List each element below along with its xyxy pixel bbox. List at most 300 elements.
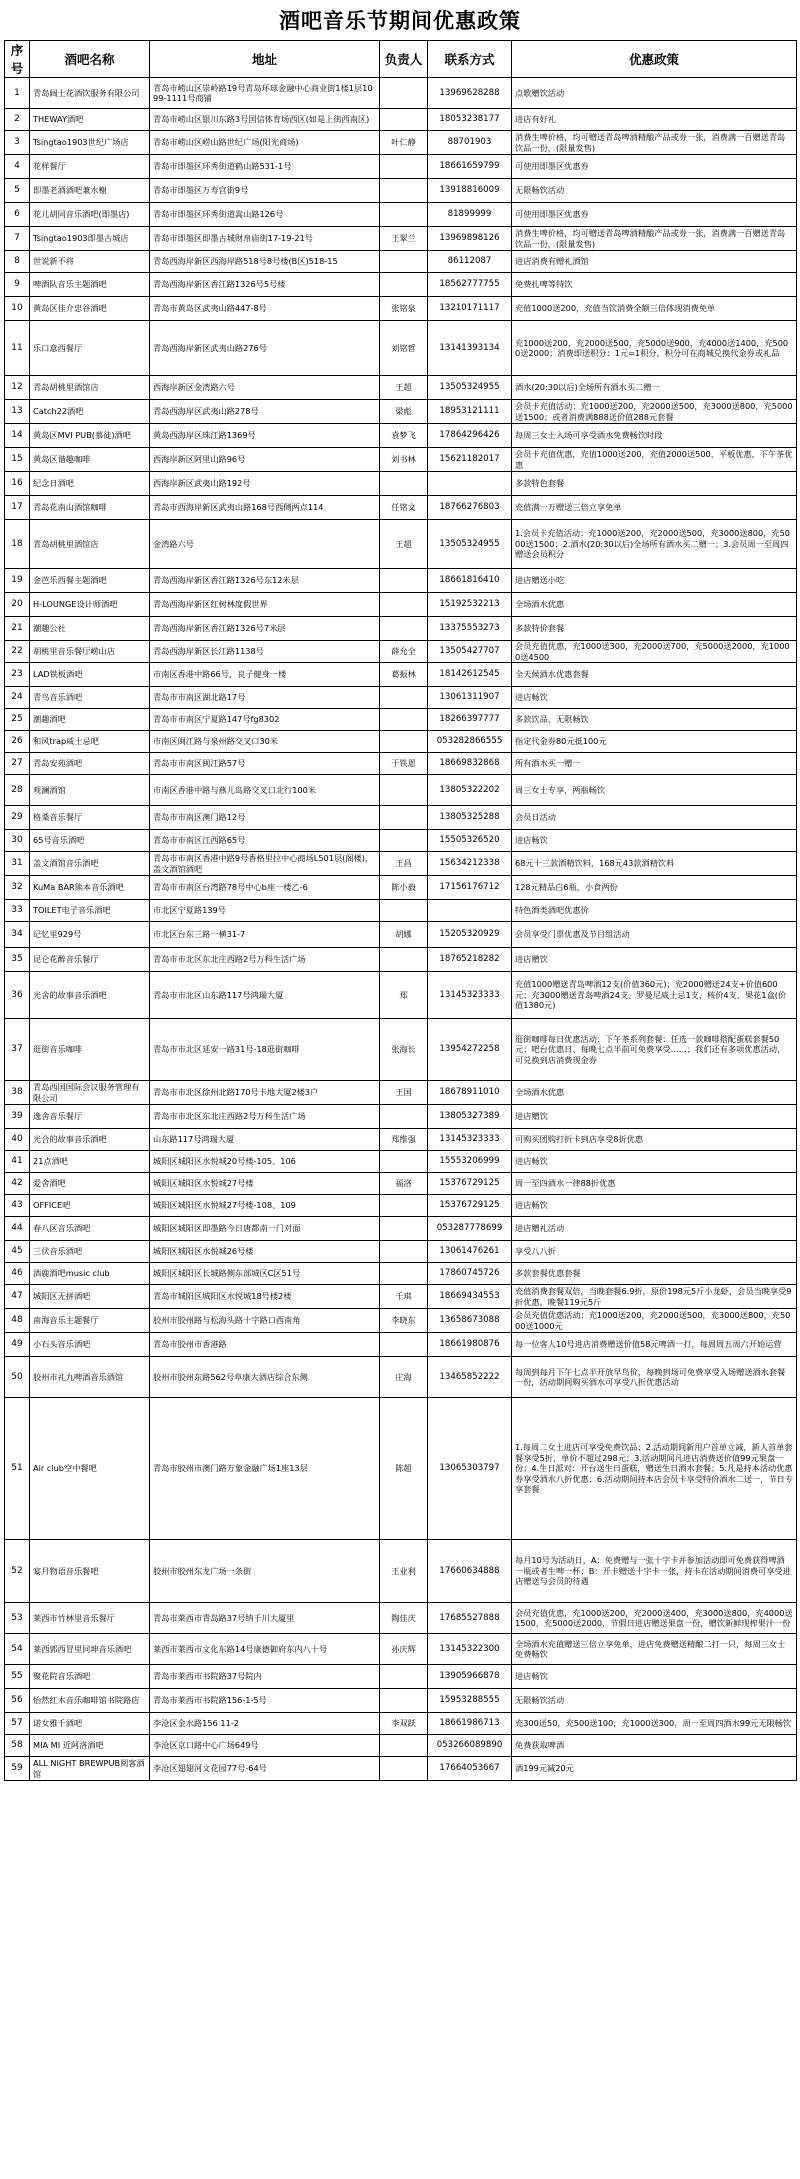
phone-cell: 15192532213 [428,593,512,617]
address-cell: 城阳区城阳区即墨路今日唐都南一门对面 [150,1217,380,1241]
column-header: 优惠政策 [512,41,797,78]
policy-cell: 消费生啤价格，均可赠送青岛啤酒精酿产品或券一张，消费满一百赠送青岛饮品一份，(限量发售) [512,131,797,155]
table-row [5,709,797,731]
bar-name-cell: 黄岛区MVI PUB(慕徒)酒吧 [30,424,150,448]
policy-cell: 充1000送200，充2000送500，充5000送900，充4000送1400，充5000送2000；消费即送积分：1元=1积分，积分可在商城兑换代金券或礼品 [512,321,797,376]
manager-cell [380,273,428,297]
table-row [5,448,797,472]
address-cell: 市北区宁夏路139号 [150,900,380,922]
row-number-cell: 45 [5,1241,30,1263]
bar-name-cell: 怡然红木音乐咖啡馆书院路店 [30,1689,150,1713]
table-row [5,496,797,520]
row-number-cell: 32 [5,876,30,900]
table-row [5,1081,797,1105]
row-number-cell: 21 [5,617,30,641]
policy-cell: 每月10号为活动日，A：免费赠与一张十字卡并参加活动即可免费获得啤酒一瓶或者生啤一杯；B：开卡赠送十字卡一张，持卡在活动期间消费可享受进店赠送与会员的待遇 [512,1540,797,1603]
row-number-cell: 16 [5,472,30,496]
manager-cell: 王超 [380,520,428,569]
table-row [5,1540,797,1603]
address-cell: 青岛西海岸新区西海岸路518号8号楼(B区)518-15 [150,251,380,273]
row-number-cell: 13 [5,400,30,424]
address-cell: 青岛市即墨区即墨古城财帛庙街17-19-21号 [150,227,380,251]
phone-cell: 18661986713 [428,1713,512,1735]
row-number-cell: 40 [5,1129,30,1151]
manager-cell [380,806,428,830]
table-row [5,852,797,876]
manager-cell: 陈小毅 [380,876,428,900]
policy-cell: 免费扎啤等特饮 [512,273,797,297]
policy-cell: 会员日活动 [512,806,797,830]
phone-cell: 053282866555 [428,731,512,753]
address-cell: 青岛西海岸新区武夷山路276号 [150,321,380,376]
phone-cell: 15376729125 [428,1195,512,1217]
manager-cell: 叶仁静 [380,131,428,155]
table-row [5,922,797,948]
row-number-cell: 54 [5,1634,30,1665]
phone-cell: 18661980876 [428,1333,512,1357]
table-row [5,203,797,227]
manager-cell [380,1151,428,1173]
table-row [5,1689,797,1713]
bar-name-cell: 花样餐厅 [30,155,150,179]
address-cell: 城阳区城阳区水悦城27号楼 [150,1173,380,1195]
table-row [5,424,797,448]
phone-cell: 13375553273 [428,617,512,641]
bar-name-cell: Air club空中餐吧 [30,1398,150,1540]
policy-cell: 进店畅饮 [512,1665,797,1689]
phone-cell: 13969898126 [428,227,512,251]
policy-cell: 进店畅饮 [512,830,797,852]
manager-cell [380,472,428,496]
address-cell: 青岛西海岸区武夷山路278号 [150,400,380,424]
policy-cell: 免费获取啤酒 [512,1735,797,1757]
policy-cell: 会员卡充值活动：充1000送200，充2000送500，充3000送800，充5000送1500；或者消费满888送价值288元套餐 [512,400,797,424]
phone-cell: 18661659799 [428,155,512,179]
row-number-cell: 34 [5,922,30,948]
phone-cell: 18953121111 [428,400,512,424]
manager-cell: 李双跃 [380,1713,428,1735]
bar-name-cell: Tsingtao1903即墨古城店 [30,227,150,251]
policy-cell: 酒199元减20元 [512,1757,797,1781]
bar-name-cell: 观澜酒馆 [30,775,150,806]
table-row [5,520,797,569]
manager-cell [380,1241,428,1263]
address-cell: 市南区闽江路与泉州路交叉口30米 [150,731,380,753]
row-number-cell: 43 [5,1195,30,1217]
phone-cell: 18053238177 [428,109,512,131]
bar-name-cell: 乐口意西餐厅 [30,321,150,376]
address-cell: 青岛市市南区香港中路9号香格里拉中心商场L501层(阁楼)，盖文酒馆酒吧 [150,852,380,876]
bar-name-cell: OFFICE吧 [30,1195,150,1217]
table-row [5,1217,797,1241]
page-title: 酒吧音乐节期间优惠政策 [279,8,521,33]
address-cell: 胶州市胶州路与松海头路十字路口西南角 [150,1309,380,1333]
manager-cell [380,1689,428,1713]
row-number-cell: 23 [5,663,30,687]
address-cell: 城阳区城阳区水悦城27号楼-108、109 [150,1195,380,1217]
manager-cell [380,1105,428,1129]
table-row [5,830,797,852]
phone-cell: 18669832868 [428,753,512,775]
manager-cell [380,109,428,131]
bar-name-cell: 聚花院音乐酒吧 [30,1665,150,1689]
policy-cell: 全场酒水优惠 [512,593,797,617]
address-cell: 青岛市市北区东北庄西路2号万科生活广场 [150,948,380,972]
row-number-cell: 6 [5,203,30,227]
address-cell: 青岛市即墨区环秀街道嵩山路126号 [150,203,380,227]
address-cell: 青岛市黄岛区武夷山路447-8号 [150,297,380,321]
phone-cell: 15553206999 [428,1151,512,1173]
address-cell: 青岛市市南区江西路65号 [150,830,380,852]
phone-cell: 13658673088 [428,1309,512,1333]
row-number-cell: 20 [5,593,30,617]
row-number-cell: 35 [5,948,30,972]
address-cell: 李沧区京口路中心广场649号 [150,1735,380,1757]
column-header: 地址 [150,41,380,78]
address-cell: 城阳区城阳区水悦城26号楼 [150,1241,380,1263]
table-row [5,900,797,922]
policy-cell: 全天候酒水优惠套餐 [512,663,797,687]
bar-name-cell: H-LOUNGE设计师酒吧 [30,593,150,617]
bar-name-cell: 21点酒吧 [30,1151,150,1173]
bar-name-cell: 潮趣酒吧 [30,709,150,731]
bar-name-cell: 逛街音乐咖啡 [30,1019,150,1081]
bar-name-cell: 胶州市礼九啤酒音乐酒馆 [30,1357,150,1398]
row-number-cell: 15 [5,448,30,472]
phone-cell: 18765218282 [428,948,512,972]
manager-cell: 胡娜 [380,922,428,948]
bar-name-cell: 啤酒队音乐主题酒吧 [30,273,150,297]
phone-cell: 13918816009 [428,179,512,203]
address-cell: 青岛市即墨区环秀街道鹤山路531-1号 [150,155,380,179]
phone-cell: 86112087 [428,251,512,273]
phone-cell: 13061476261 [428,1241,512,1263]
policy-cell: 周一至四酒水一律88折优惠 [512,1173,797,1195]
manager-cell [380,709,428,731]
policy-cell: 全场酒水优惠 [512,1081,797,1105]
row-number-cell: 3 [5,131,30,155]
phone-cell: 13210171117 [428,297,512,321]
row-number-cell: 8 [5,251,30,273]
manager-cell: 薛允全 [380,641,428,663]
address-cell: 城阳区城阳区水悦城20号楼-105、106 [150,1151,380,1173]
address-cell: 青岛市莱西市青岛路37号纳千川大厦里 [150,1603,380,1634]
phone-cell: 13969628288 [428,78,512,109]
bar-name-cell: 格桑音乐餐厅 [30,806,150,830]
phone-cell: 13805325288 [428,806,512,830]
manager-cell: 孙庆辉 [380,1634,428,1665]
row-number-cell: 25 [5,709,30,731]
policy-cell: 充值消费套餐双倍，当晚套餐6.9折，原价198元5斤小龙虾，会员当晚享受9折优惠，晚餐119元5斤 [512,1285,797,1309]
table-row [5,617,797,641]
policy-cell: 每周到每月下午七点半开放早鸟价，每晚到场可免费享受入场赠送酒水套餐一份，活动期间购买酒水可享受八折优惠活动 [512,1357,797,1398]
policy-cell: 可使用即墨区优惠券 [512,203,797,227]
table-row [5,1713,797,1735]
phone-cell: 15505326520 [428,830,512,852]
row-number-cell: 57 [5,1713,30,1735]
policy-cell: 逛街咖啡每日优惠活动：下午茶系列套餐：任选一款咖啡搭配蛋糕套餐50元；吧台优惠日、每晚七点半前可免费享受……；我们还有多项优惠活动，可兑换到店消费现金券 [512,1019,797,1081]
bar-name-cell: 小石头音乐酒吧 [30,1333,150,1357]
bar-name-cell: Catch22酒吧 [30,400,150,424]
table-row [5,1634,797,1665]
row-number-cell: 27 [5,753,30,775]
row-number-cell: 5 [5,179,30,203]
phone-cell: 18678911010 [428,1081,512,1105]
policy-cell: 多款特色套餐 [512,472,797,496]
table-row [5,1019,797,1081]
policy-cell: 充值满一万赠送三倍立享免单 [512,496,797,520]
bar-name-cell: 莱西市竹林里音乐餐厅 [30,1603,150,1634]
manager-cell: 庄海 [380,1357,428,1398]
policy-cell: 1.每周二女士进店可享受免费饮品；2.活动期间新用户首单立减，新人首单套餐享受5折，单价不超过298元；3.活动期间凡进店消费送价值99元果盘一份；4.生日派对：开台送生日蛋糕，赠送生日酒水套餐；5.凡是持本活动优惠券享受酒水八折优惠；6.活动期间持本店会员卡享受特价酒水二送一，节日专享套餐 [512,1398,797,1540]
row-number-cell: 11 [5,321,30,376]
manager-cell [380,948,428,972]
policy-cell: 进店赠送小吃 [512,569,797,593]
table-row [5,1357,797,1398]
table-row [5,78,797,109]
row-number-cell: 58 [5,1735,30,1757]
policy-cell: 进店赠饮 [512,948,797,972]
bar-name-cell: 黄岛区谐趣咖啡 [30,448,150,472]
manager-cell: 福洛 [380,1173,428,1195]
bar-name-cell: 青岛西国国际会议服务管理有限公司 [30,1081,150,1105]
table-row [5,775,797,806]
policy-cell: 点歌赠饮活动 [512,78,797,109]
bar-name-cell: 青岛胡桃里酒馆店 [30,520,150,569]
row-number-cell: 33 [5,900,30,922]
phone-cell: 13905966878 [428,1665,512,1689]
address-cell: 青岛西海岸新区香江路1326号东12米层 [150,569,380,593]
row-number-cell: 50 [5,1357,30,1398]
bar-name-cell: 三伏音乐酒吧 [30,1241,150,1263]
address-cell: 城阳区城阳区长城路侧东部城区C区51号 [150,1263,380,1285]
row-number-cell: 9 [5,273,30,297]
row-number-cell: 22 [5,641,30,663]
policy-cell: 进店畅饮 [512,1151,797,1173]
bar-name-cell: 南海音乐主题餐厅 [30,1309,150,1333]
row-number-cell: 14 [5,424,30,448]
table-row [5,472,797,496]
policy-cell: 每一位客人10号进店消费赠送价值58元啤酒一打，每周周五周六开始运营 [512,1333,797,1357]
address-cell: 青岛市崂山区崇岭路19号青岛环球金融中心商业街1楼1层1099-1111号商铺 [150,78,380,109]
manager-cell [380,830,428,852]
manager-cell [380,687,428,709]
table-row [5,1309,797,1333]
table-row [5,297,797,321]
policy-cell: 会员充值优惠，充1000送200，充2000送400，充3000送800，充4000送1500，充5000送2000，节假日进店赠送果盘一份，赠饮新鲜现榨果汁一份 [512,1603,797,1634]
bar-name-cell: 金芭乐西餐主题酒吧 [30,569,150,593]
table-row [5,1105,797,1129]
manager-cell [380,900,428,922]
phone-cell: 17864296426 [428,424,512,448]
row-number-cell: 51 [5,1398,30,1540]
phone-cell: 13065303797 [428,1398,512,1540]
phone-cell: 17156176712 [428,876,512,900]
phone-cell: 18669434553 [428,1285,512,1309]
policy-cell: 全场酒水充值赠送三倍立享免单，进店免费赠送精酿二打一只，每周三女士免费畅饮 [512,1634,797,1665]
column-header: 酒吧名称 [30,41,150,78]
phone-cell [428,472,512,496]
manager-cell: 于铁恩 [380,753,428,775]
row-number-cell: 59 [5,1757,30,1781]
address-cell: 青岛西海岸新区香江路1326号7米层 [150,617,380,641]
address-cell: 李沧区翅翅河文花园77号-64号 [150,1757,380,1781]
policy-cell: 68元十三款酒精饮料，168元43款酒精饮料 [512,852,797,876]
manager-cell: 李晓东 [380,1309,428,1333]
row-number-cell: 41 [5,1151,30,1173]
manager-cell: 郑维强 [380,1129,428,1151]
policy-cell: 会员充值优惠，充1000送300，充2000送700，充5000送2000，充10000送4500 [512,641,797,663]
policy-cell: 充值1000赠送青岛啤酒12支(价值360元)；充2000赠送24支+价值600元；充3000赠送青岛啤酒24支、罗曼尼威士忌1支，核价4支、果花1盒(价值1380元) [512,972,797,1019]
phone-cell [428,900,512,922]
bar-name-cell: THEWAY酒吧 [30,109,150,131]
address-cell: 青岛西海岸新区红树林度假世界 [150,593,380,617]
address-cell: 金湾路六号 [150,520,380,569]
bar-name-cell: Tsingtao1903世纪广场店 [30,131,150,155]
policy-cell: 多款饮品、无限畅饮 [512,709,797,731]
phone-cell: 053287778699 [428,1217,512,1241]
policy-cell: 享受八八折 [512,1241,797,1263]
address-cell: 青岛市市南区宁夏路147号fg8302 [150,709,380,731]
manager-cell [380,179,428,203]
row-number-cell: 55 [5,1665,30,1689]
bar-name-cell: 城阳区无拼酒吧 [30,1285,150,1309]
table-row [5,972,797,1019]
table-row [5,1129,797,1151]
manager-cell: 王国 [380,1081,428,1105]
manager-cell [380,155,428,179]
manager-cell [380,775,428,806]
address-cell: 青岛市市北区东北庄西路2号万科生活广场 [150,1105,380,1129]
address-cell: 青岛市城阳区城阳区水悦城18号楼2楼 [150,1285,380,1309]
phone-cell: 18266397777 [428,709,512,731]
table-row [5,376,797,400]
policy-cell: 多款套餐优惠套餐 [512,1263,797,1285]
manager-cell [380,203,428,227]
address-cell: 青岛市市北区山东路117号鸿瑞大厦 [150,972,380,1019]
address-cell: 青岛市崂山区银川东路3号国信体育场西区(如是上街西南区) [150,109,380,131]
bar-name-cell: 昆仑花醉音乐餐厅 [30,948,150,972]
phone-cell: 17685527888 [428,1603,512,1634]
address-cell: 市北区台东三路一横31-7 [150,922,380,948]
row-number-cell: 10 [5,297,30,321]
table-row [5,569,797,593]
bar-name-cell: 诺女雅千酒吧 [30,1713,150,1735]
table-row [5,687,797,709]
table-row [5,1735,797,1757]
manager-cell: 陶佳庆 [380,1603,428,1634]
phone-cell: 13465852222 [428,1357,512,1398]
bar-name-cell: ALL NIGHT BREWPUB阅客酒馆 [30,1757,150,1781]
bar-name-cell: TOILET电子音乐酒吧 [30,900,150,922]
bar-name-cell: 春八区音乐酒吧 [30,1217,150,1241]
address-cell: 胶州市胶州东路562号阜康大酒店综合东侧 [150,1357,380,1398]
policy-cell: 会员享受门票优惠及节目组活动 [512,922,797,948]
bar-name-cell: KuMa BAR熊本音乐酒吧 [30,876,150,900]
manager-cell: 王业利 [380,1540,428,1603]
manager-cell: 郑 [380,972,428,1019]
address-cell: 青岛市市北区徐州北路170号卡地大厦2楼3户 [150,1081,380,1105]
policy-cell: 每周三女士入场可享受酒水免费畅饮时段 [512,424,797,448]
address-cell: 青岛市崂山区崂山路世纪广场(阳光商场) [150,131,380,155]
row-number-cell: 44 [5,1217,30,1241]
bar-name-cell: 记忆里929号 [30,922,150,948]
policy-cell: 可购买团购打折卡到店享受8折优惠 [512,1129,797,1151]
table-row [5,1173,797,1195]
policy-cell: 无限畅饮活动 [512,179,797,203]
bar-name-cell: 纪念日酒吧 [30,472,150,496]
address-cell: 黄岛西海岸区珠江路1369号 [150,424,380,448]
phone-cell: 13805322202 [428,775,512,806]
phone-cell: 15953288555 [428,1689,512,1713]
phone-cell: 15205320929 [428,922,512,948]
phone-cell: 13145322300 [428,1634,512,1665]
column-header: 负责人 [380,41,428,78]
manager-cell: 千琪 [380,1285,428,1309]
manager-cell [380,1333,428,1357]
manager-cell: 王昌 [380,852,428,876]
phone-cell: 18562777755 [428,273,512,297]
phone-cell: 17660634888 [428,1540,512,1603]
bar-name-cell: 和风trap威士忌吧 [30,731,150,753]
table-row [5,109,797,131]
address-cell: 市南区香港中路66号，良子健身一楼 [150,663,380,687]
manager-cell: 张铭泉 [380,297,428,321]
table-row [5,1241,797,1263]
row-number-cell: 26 [5,731,30,753]
phone-cell: 18661816410 [428,569,512,593]
row-number-cell: 37 [5,1019,30,1081]
phone-cell: 18766276803 [428,496,512,520]
table-row [5,227,797,251]
manager-cell: 陈超 [380,1398,428,1540]
manager-cell [380,1263,428,1285]
policy-cell: 多款特价套餐 [512,617,797,641]
column-header: 序号 [5,41,30,78]
phone-cell: 13805327389 [428,1105,512,1129]
address-cell: 青岛市莱西市书院路156-1-5号 [150,1689,380,1713]
policy-cell: 进店畅饮 [512,1195,797,1217]
address-cell: 青岛市胶州市澳门路万象金融广场1座13层 [150,1398,380,1540]
address-cell: 青岛市市北区延安一路31号-18逛街咖啡 [150,1019,380,1081]
policy-cell: 周三女士专享，两瓶畅饮 [512,775,797,806]
phone-cell: 13145323333 [428,1129,512,1151]
policy-cell: 充300送50，充500送100，充1000送300，周一至周四酒水99元无限畅饮 [512,1713,797,1735]
address-cell: 青岛西海岸新区香江路1326号5号楼 [150,273,380,297]
phone-cell: 13505324955 [428,376,512,400]
row-number-cell: 2 [5,109,30,131]
row-number-cell: 24 [5,687,30,709]
table-row [5,1603,797,1634]
row-number-cell: 18 [5,520,30,569]
address-cell: 山东路117号鸿瑞大厦 [150,1129,380,1151]
table-row [5,131,797,155]
policy-cell: 进店畅饮 [512,687,797,709]
phone-cell: 13141393134 [428,321,512,376]
manager-cell: 任铭文 [380,496,428,520]
address-cell: 青岛市莱西市书院路37号院内 [150,1665,380,1689]
phone-cell: 15621182017 [428,448,512,472]
address-cell: 青岛市胶州市香港路 [150,1333,380,1357]
phone-cell: 13061311907 [428,687,512,709]
table-row [5,321,797,376]
bar-name-cell: 青岛安苑酒吧 [30,753,150,775]
table-row [5,1398,797,1540]
bar-name-cell: 青岛花南山酒馆咖啡 [30,496,150,520]
row-number-cell: 38 [5,1081,30,1105]
manager-cell: 梁彪 [380,400,428,424]
manager-cell [380,617,428,641]
